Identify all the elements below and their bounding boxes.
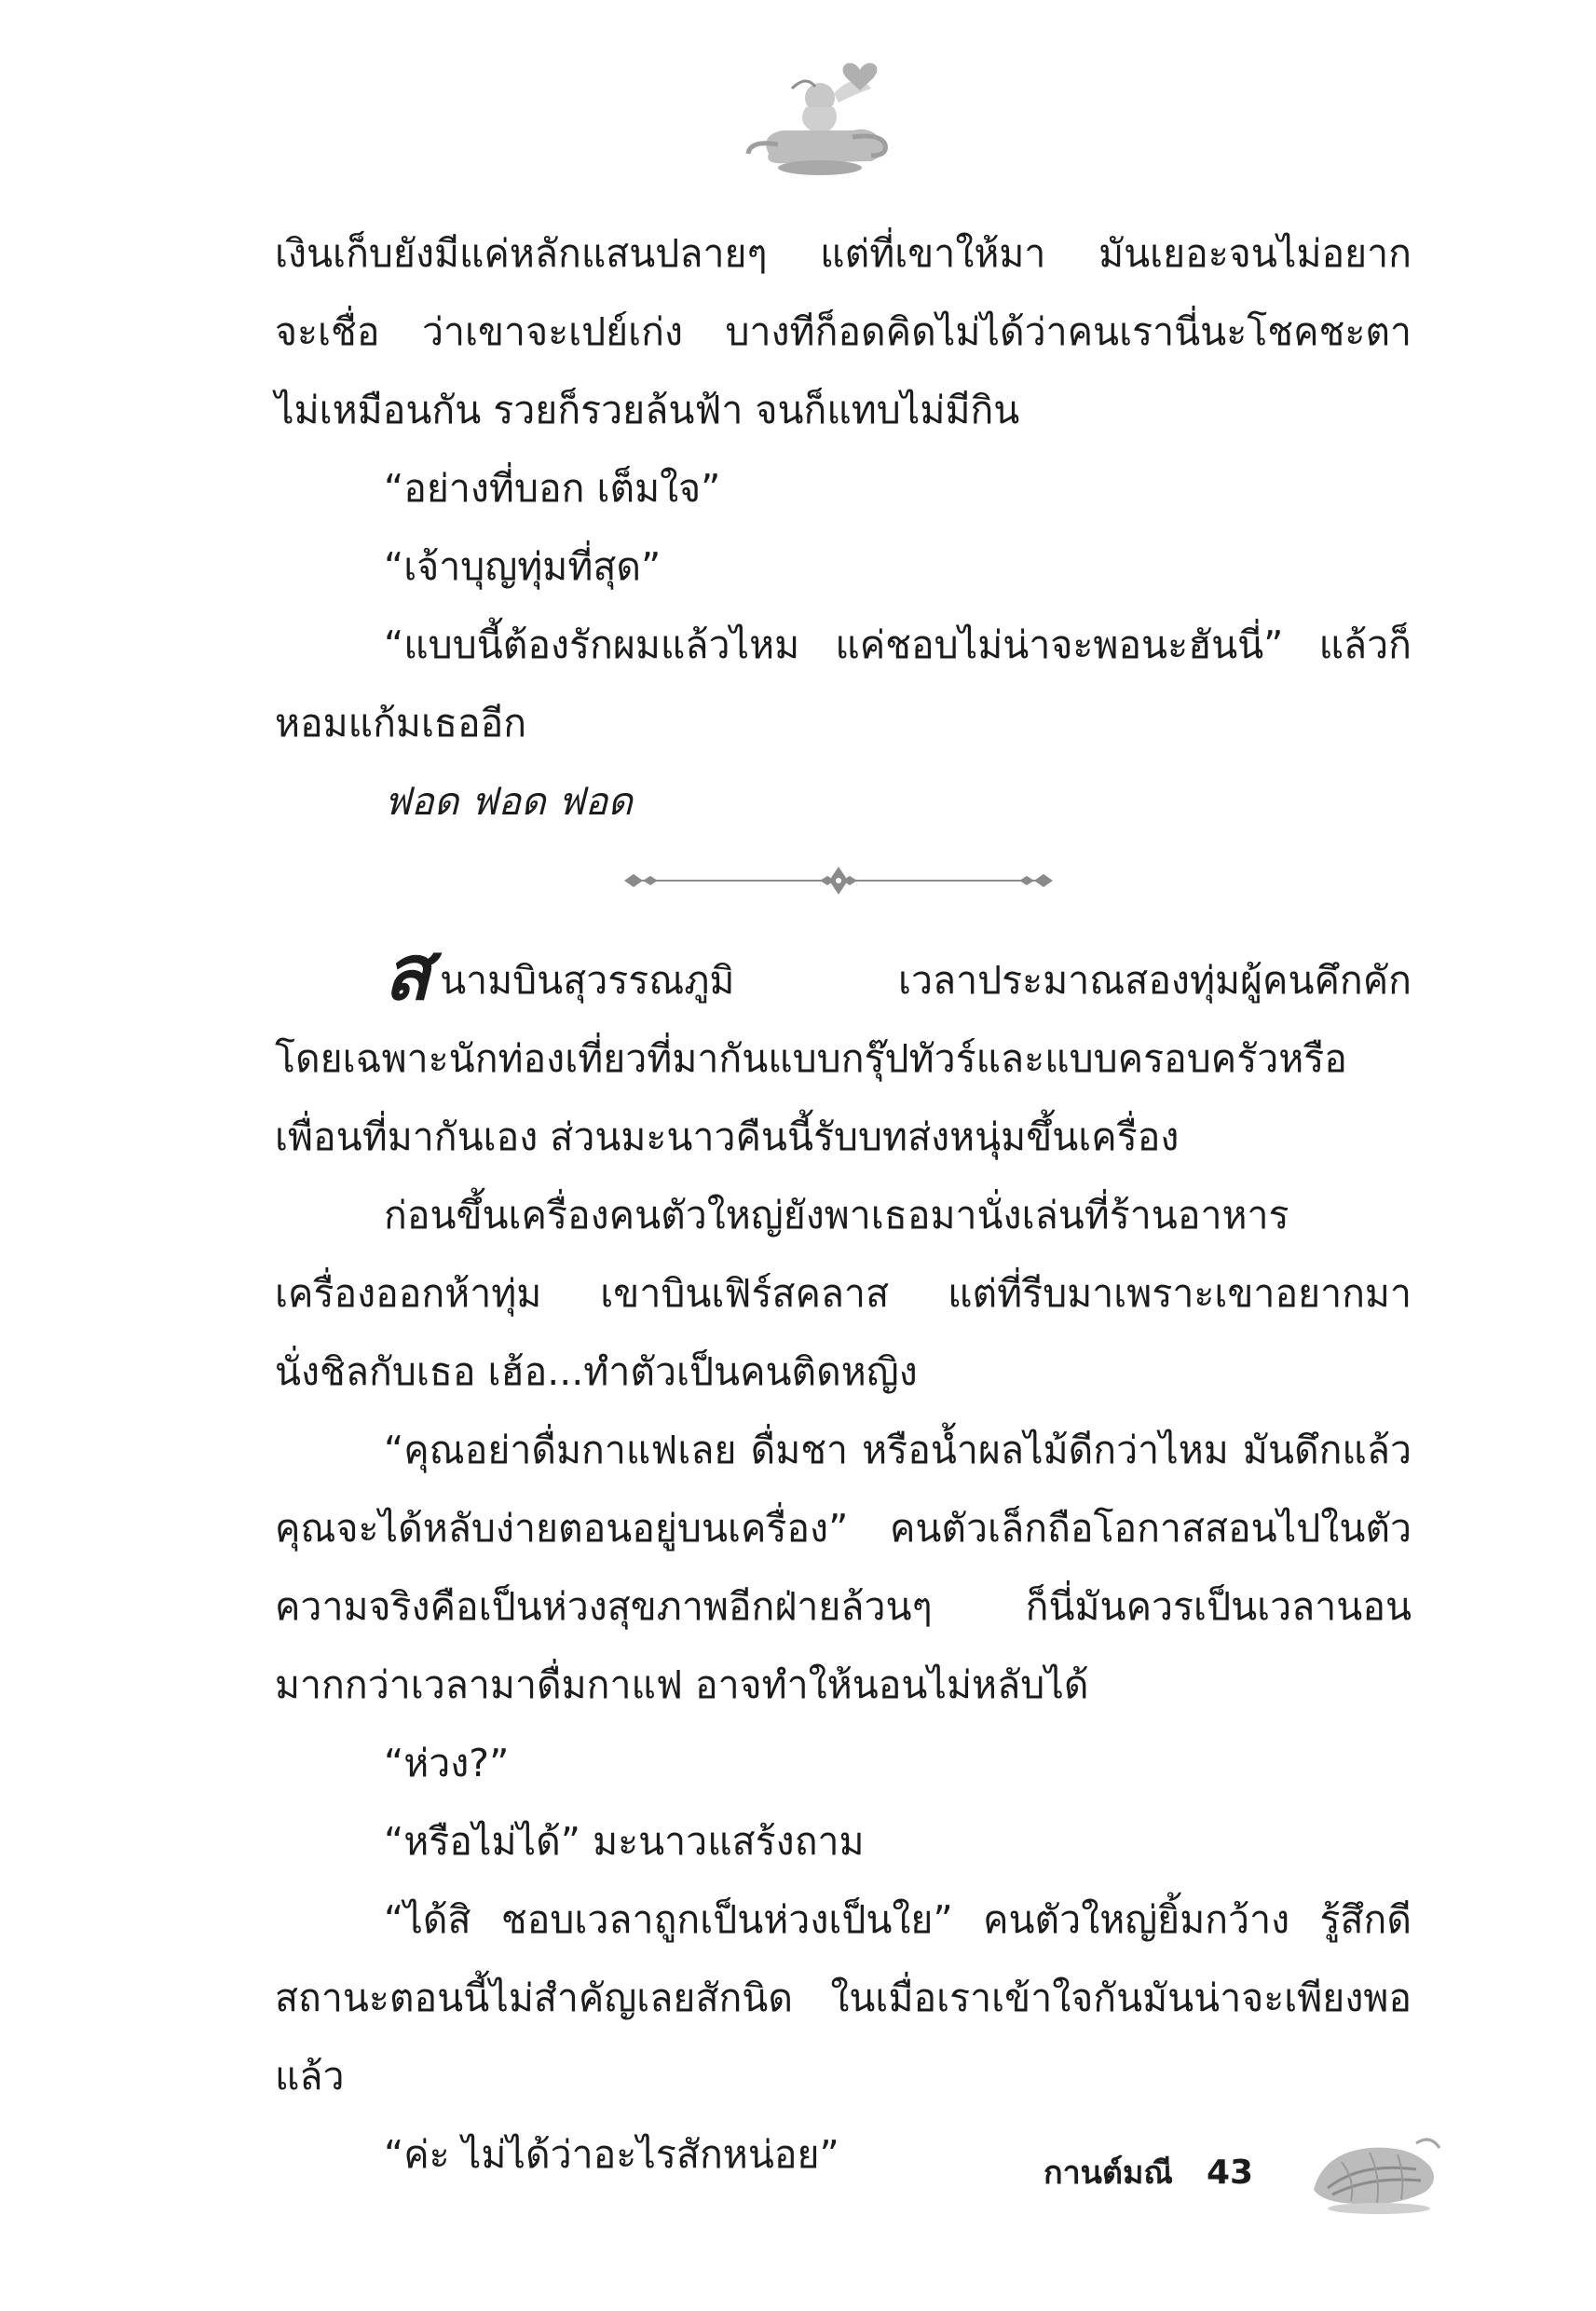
cupid-teapot-icon <box>741 51 899 182</box>
paragraph-line: มากกว่าเวลามาดื่มกาแฟ อาจทำให้นอนไม่หลับได้ <box>275 1662 1089 1707</box>
seashell-icon <box>1304 2125 1444 2218</box>
paragraph-line: จะเชื่อ ว่าเขาจะเปย์เก่ง บางทีก็อดคิดไม่ได้ว่าคนเรานี่นะโชคชะตา <box>275 309 1412 354</box>
sound-effect-line: ฟอด ฟอด ฟอด <box>384 779 633 824</box>
dialogue-line: “อย่างที่บอก เต็มใจ” <box>384 466 721 511</box>
dialogue-line: “เจ้าบุญทุ่มที่สุด” <box>384 544 662 589</box>
paragraph-line: หอมแก้มเธออีก <box>275 701 527 745</box>
paragraph-first-line <box>275 929 1412 1019</box>
paragraph-line: ความจริงคือเป็นห่วงสุขภาพอีกฝ่ายล้วนๆ ก็นี่มันควรเป็นเวลานอน <box>275 1584 1412 1629</box>
text-block-2 <box>275 929 1412 2194</box>
first-line-text: นามบินสุวรรณภูมิ เวลาประมาณสองทุ่มผู้คนคึกคัก <box>440 958 1412 1003</box>
paragraph-line: ก่อนขึ้นเครื่องคนตัวใหญ่ยังพาเธอมานั่งเล่นที่ร้านอาหาร <box>384 1193 1289 1238</box>
dialogue-line: “ค่ะ ไม่ได้ว่าอะไรสักหน่อย” <box>384 2132 839 2177</box>
text-block-1 <box>275 214 1412 841</box>
dialogue-line: “แบบนี้ต้องรักผมแล้วไหม แค่ชอบไม่น่าจะพอนะฮันนี่” แล้วก็ <box>384 622 1412 667</box>
running-footer-title: กานต์มณี <box>1044 2154 1173 2192</box>
paragraph-line: คุณจะได้หลับง่ายตอนอยู่บนเครื่อง” คนตัวเล็กถือโอกาสสอนไปในตัว <box>275 1506 1412 1551</box>
paragraph-line: แล้ว <box>275 2054 345 2099</box>
paragraph-line: เครื่องออกห้าทุ่ม เขาบินเฟิร์สคลาส แต่ที่รีบมาเพราะเขาอยากมา <box>275 1271 1412 1316</box>
dialogue-line: “ได้สิ ชอบเวลาถูกเป็นห่วงเป็นใย” คนตัวใหญ่ยิ้มกว้าง รู้สึกดี <box>384 1897 1412 1942</box>
dialogue-line: “ห่วง?” <box>384 1741 510 1785</box>
drop-cap: ส <box>384 929 431 1018</box>
dialogue-line: “คุณอย่าดื่มกาแฟเลย ดื่มชา หรือน้ำผลไม้ดีกว่าไหม มันดึกแล้ว <box>384 1428 1412 1472</box>
paragraph-line: เงินเก็บยังมีแค่หลักแสนปลายๆ แต่ที่เขาให้มา มันเยอะจนไม่อยาก <box>275 231 1412 276</box>
paragraph-line: เพื่อนที่มากันเอง ส่วนมะนาวคืนนี้รับบทส่งหนุ่มขึ้นเครื่อง <box>275 1114 1180 1159</box>
paragraph-line: ไม่เหมือนกัน รวยก็รวยล้นฟ้า จนก็แทบไม่มีกิน <box>275 388 1020 432</box>
paragraph-line: โดยเฉพาะนักท่องเที่ยวที่มากันแบบกรุ๊ปทัวร์และแบบครอบครัวหรือ <box>275 1036 1347 1081</box>
page-number: 43 <box>1206 2153 1254 2192</box>
ornamental-divider-icon <box>615 862 1062 899</box>
dialogue-line: “หรือไม่ได้” มะนาวแสร้งถาม <box>384 1819 865 1864</box>
paragraph-line: นั่งชิลกับเธอ เฮ้อ...ทำตัวเป็นคนติดหญิง <box>275 1349 918 1394</box>
paragraph-line: สถานะตอนนี้ไม่สำคัญเลยสักนิด ในเมื่อเราเข้าใจกันมันน่าจะเพียงพอ <box>275 1976 1412 2020</box>
page-footer <box>1044 2140 1253 2205</box>
